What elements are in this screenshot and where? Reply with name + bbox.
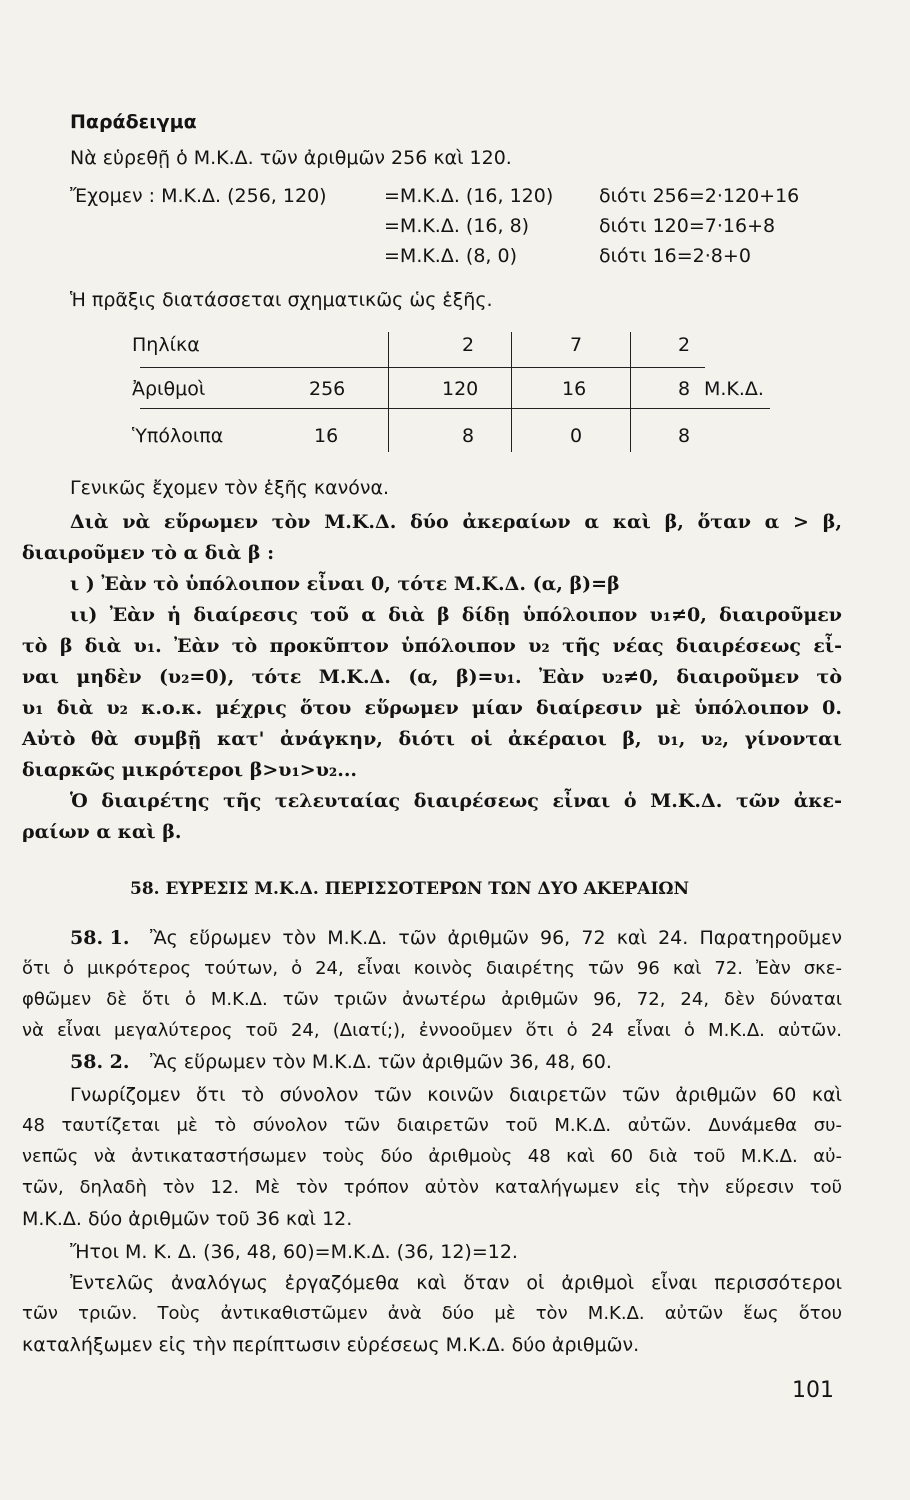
remainder-1: 16 — [314, 425, 339, 447]
number-2: 120 — [442, 378, 479, 400]
rule-line-2: διαιροῦμεν τὸ α διὰ β : — [22, 542, 275, 564]
closing-line-1: Ἐντελῶς ἀναλόγως ἐργαζόμεθα καὶ ὅταν οἱ ἀριθμοὶ εἶναι περισσότεροι — [70, 1272, 842, 1294]
step-2-eq: =Μ.Κ.Δ. (16, 8) — [384, 215, 530, 237]
table-rule-bottom — [140, 408, 770, 409]
rule-case-2-line-6: διαρκῶς μικρότεροι β>υ₁>υ₂... — [22, 759, 358, 781]
number-4: 8 — [678, 378, 691, 400]
sub2-hence: Ἤτοι Μ. Κ. Δ. (36, 48, 60)=Μ.Κ.Δ. (36, 12)=12. — [70, 1241, 518, 1263]
number-3: 16 — [562, 378, 587, 400]
row-label-remainders: Ὑπόλοιπα — [132, 425, 224, 447]
rule-conclusion-line-2: ραίων α καὶ β. — [22, 821, 182, 843]
rule-case-1: ι ) Ἐὰν τὸ ὑπόλοιπον εἶναι 0, τότε Μ.Κ.Δ. (α, β)=β — [70, 573, 620, 595]
rule-line-1: Διὰ νὰ εὕρωμεν τὸν Μ.Κ.Δ. δύο ἀκεραίων α καὶ β, ὅταν α > β, — [70, 511, 842, 533]
quotient-2: 7 — [570, 334, 583, 356]
table-divider-3 — [630, 332, 631, 452]
rule-case-2-line-3: ναι μηδὲν (υ₂=0), τότε Μ.Κ.Δ. (α, β)=υ₁. Ἐὰν υ₂≠0, διαιροῦμεν τὸ — [22, 666, 842, 688]
sub2-line-4: τῶν, δηλαδὴ τὸν 12. Μὲ τὸν τρόπον αὐτὸν καταλήγωμεν εἰς τὴν εὕρεσιν τοῦ — [22, 1177, 842, 1198]
rule-intro: Γενικῶς ἔχομεν τὸν ἑξῆς κανόνα. — [70, 477, 390, 499]
row-label-quotients: Πηλίκα — [132, 334, 200, 356]
rule-conclusion-line-1: Ὁ διαιρέτης τῆς τελευταίας διαιρέσεως εἶναι ὁ Μ.Κ.Δ. τῶν ἀκε- — [70, 790, 842, 812]
step-3-eq: =Μ.Κ.Δ. (8, 0) — [384, 245, 518, 267]
table-divider-2 — [511, 332, 512, 452]
example-prompt: Νὰ εὑρεθῇ ὁ Μ.Κ.Δ. τῶν ἀριθμῶν 256 καὶ 120. — [70, 147, 512, 169]
sub1-line-1: Ἂς εὕρωμεν τὸν Μ.Κ.Δ. τῶν ἀριθμῶν 96, 72 καὶ 24. Παρατηροῦμεν — [150, 927, 842, 949]
closing-line-2: τῶν τριῶν. Τοὺς ἀντικαθιστῶμεν ἀνὰ δύο μὲ τὸν Μ.Κ.Δ. αὐτῶν ἕως ὅτου — [22, 1303, 842, 1324]
rule-case-2-line-4: υ₁ διὰ υ₂ κ.ο.κ. μέχρις ὅτου εὕρωμεν μίαν διαίρεσιν μὲ ὑπόλοιπον 0. — [22, 697, 842, 719]
sub1-line-3: φθῶμεν δὲ ὅτι ὁ Μ.Κ.Δ. τῶν τριῶν ἀνωτέρω ἀριθμῶν 96, 72, 24, δὲν δύναται — [22, 989, 842, 1010]
sub1-line-2: ὅτι ὁ μικρότερος τούτων, ὁ 24, εἶναι κοινὸς διαιρέτης τῶν 96 καὶ 72. Ἐὰν σκε- — [22, 958, 842, 979]
subsection-58-1-label: 58. 1. — [70, 927, 130, 949]
remainder-2: 8 — [462, 425, 475, 447]
remainder-3: 0 — [570, 425, 583, 447]
number-1: 256 — [309, 378, 346, 400]
rule-case-2-line-1: ιι) Ἐὰν ἡ διαίρεσις τοῦ α διὰ β δίδῃ ὑπόλοιπον υ₁≠0, διαιροῦμεν — [70, 604, 842, 626]
example-heading: Παράδειγμα — [70, 111, 197, 133]
step-2-reason: διότι 120=7·16+8 — [599, 215, 776, 237]
sub2-line-2: 48 ταυτίζεται μὲ τὸ σύνολον τῶν διαιρετῶν τοῦ Μ.Κ.Δ. αὐτῶν. Δυνάμεθα συ- — [22, 1115, 842, 1136]
table-rule-top — [140, 367, 705, 368]
sub2-line-1: Γνωρίζομεν ὅτι τὸ σύνολον τῶν κοινῶν διαιρετῶν τῶν ἀριθμῶν 60 καὶ — [70, 1084, 842, 1106]
page-number: 101 — [792, 1378, 834, 1403]
step-1-lead: Ἔχομεν : Μ.Κ.Δ. (256, 120) — [70, 185, 327, 207]
rule-case-2-line-5: Αὐτὸ θὰ συμβῇ κατ' ἀνάγκην, διότι οἱ ἀκέραιοι β, υ₁, υ₂, γίνονται — [22, 728, 842, 750]
sub1-line-4: νὰ εἶναι μεγαλύτερος τοῦ 24, (Διατί;), ἐννοοῦμεν ὅτι ὁ 24 εἶναι ὁ Μ.Κ.Δ. αὐτῶν. — [22, 1020, 842, 1041]
row-label-numbers: Ἀριθμοὶ — [132, 378, 206, 400]
sub2-line-3: νεπῶς νὰ ἀντικαταστήσωμεν τοὺς δύο ἀριθμοὺς 48 καὶ 60 διὰ τοῦ Μ.Κ.Δ. αὐ- — [22, 1146, 842, 1167]
quotient-3: 2 — [678, 334, 691, 356]
step-3-reason: διότι 16=2·8+0 — [599, 245, 751, 267]
subsection-58-2-label: 58. 2. — [70, 1051, 130, 1073]
sub2-first-line: Ἂς εὕρωμεν τὸν Μ.Κ.Δ. τῶν ἀριθμῶν 36, 48, 60. — [150, 1051, 612, 1073]
sub2-line-5: Μ.Κ.Δ. δύο ἀριθμῶν τοῦ 36 καὶ 12. — [22, 1208, 353, 1230]
step-1-reason: διότι 256=2·120+16 — [599, 185, 800, 207]
remainder-4: 8 — [678, 425, 691, 447]
section-title: 58. ΕΥΡΕΣΙΣ Μ.Κ.Δ. ΠΕΡΙΣΣΟΤΕΡΩΝ ΤΩΝ ΔΥΟ ΑΚΕΡΑΙΩΝ — [130, 879, 690, 899]
scheme-intro: Ἡ πρᾶξις διατάσσεται σχηματικῶς ὡς ἑξῆς. — [70, 289, 493, 311]
gcd-label: Μ.Κ.Δ. — [704, 378, 764, 400]
closing-line-3: καταλήξωμεν εἰς τὴν περίπτωσιν εὑρέσεως Μ.Κ.Δ. δύο ἀριθμῶν. — [22, 1334, 640, 1356]
quotient-1: 2 — [462, 334, 475, 356]
table-divider-1 — [388, 332, 389, 452]
rule-case-2-line-2: τὸ β διὰ υ₁. Ἐὰν τὸ προκῦπτον ὑπόλοιπον υ₂ τῆς νέας διαιρέσεως εἶ- — [22, 635, 842, 657]
step-1-eq: =Μ.Κ.Δ. (16, 120) — [384, 185, 554, 207]
